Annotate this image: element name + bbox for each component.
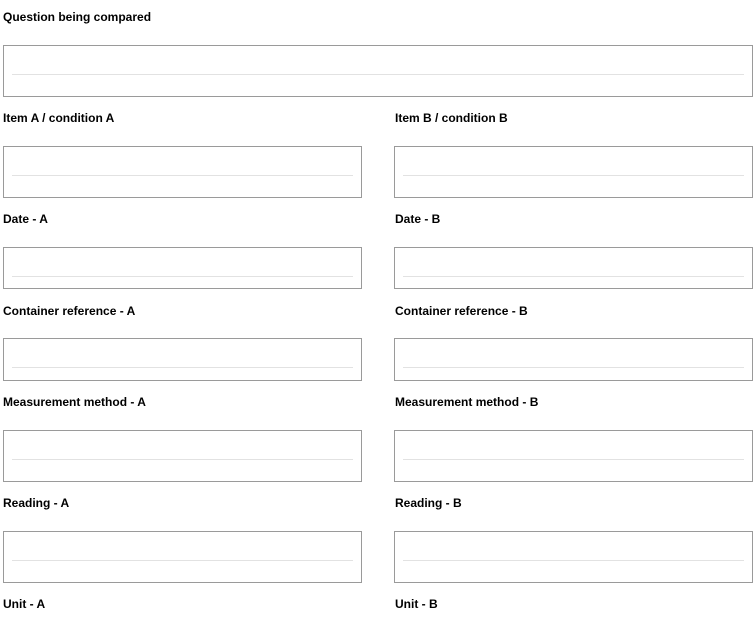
- reading-a-field[interactable]: [3, 531, 362, 583]
- field-guide-line: [12, 560, 353, 561]
- field-guide-line: [403, 367, 744, 368]
- item-b-label: Item B / condition B: [395, 111, 508, 125]
- container-reference-a-field[interactable]: [3, 338, 362, 381]
- unit-b-label: Unit - B: [395, 597, 438, 611]
- field-guide-line: [12, 459, 353, 460]
- field-guide-line: [12, 367, 353, 368]
- field-guide-line: [403, 276, 744, 277]
- field-guide-line: [12, 175, 353, 176]
- item-a-label: Item A / condition A: [3, 111, 115, 125]
- item-a-field[interactable]: [3, 146, 362, 198]
- measurement-method-a-field[interactable]: [3, 430, 362, 482]
- field-guide-line: [12, 74, 744, 75]
- reading-b-field[interactable]: [394, 531, 753, 583]
- field-guide-line: [403, 459, 744, 460]
- container-reference-b-label: Container reference - B: [395, 304, 528, 318]
- field-guide-line: [403, 560, 744, 561]
- reading-b-label: Reading - B: [395, 496, 462, 510]
- measurement-method-b-label: Measurement method - B: [395, 395, 539, 409]
- container-reference-a-label: Container reference - A: [3, 304, 136, 318]
- date-a-label: Date - A: [3, 212, 48, 226]
- date-b-label: Date - B: [395, 212, 441, 226]
- date-b-field[interactable]: [394, 247, 753, 289]
- item-b-field[interactable]: [394, 146, 753, 198]
- date-a-field[interactable]: [3, 247, 362, 289]
- measurement-method-b-field[interactable]: [394, 430, 753, 482]
- question-label: Question being compared: [3, 10, 152, 24]
- container-reference-b-field[interactable]: [394, 338, 753, 381]
- measurement-method-a-label: Measurement method - A: [3, 395, 146, 409]
- field-guide-line: [403, 175, 744, 176]
- question-field[interactable]: [3, 45, 753, 97]
- unit-a-label: Unit - A: [3, 597, 46, 611]
- field-guide-line: [12, 276, 353, 277]
- reading-a-label: Reading - A: [3, 496, 70, 510]
